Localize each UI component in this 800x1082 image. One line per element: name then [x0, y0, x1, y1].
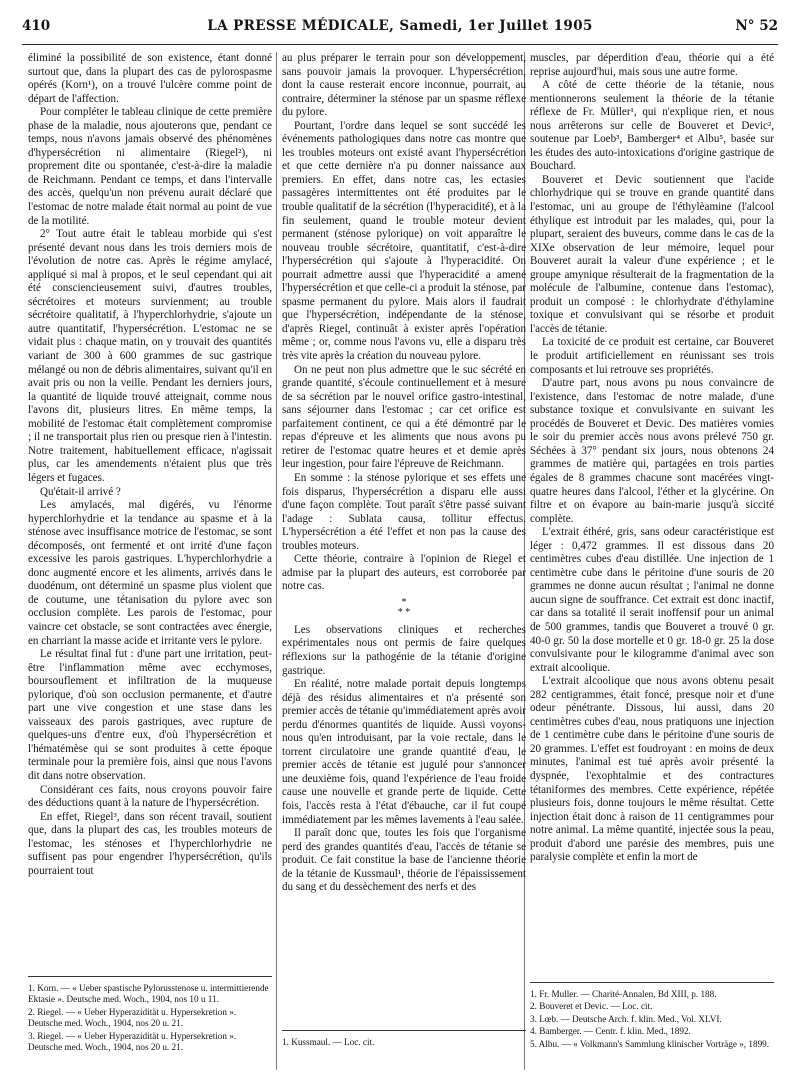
footnote-rule [530, 982, 774, 983]
paragraph: Le résultat final fut : d'une part une irritation, peut-être l'inflammation même avec ecchymoses, boursouflement et infiltration de la muqueuse pylorique, d'où son occlusion permanente, et d'autre part une vive congestion et une stase dans les vaisseaux des parois gastriques, avec rupture de quelques-uns d'entre eux, d'où l'hypersécrétion et l'hématémèse qui se sont produites à cette époque terminale pour la première fois, ainsi que nous l'avons dit dans notre observation. [28, 648, 272, 782]
paragraph: Les amylacés, mal digérés, vu l'énorme hyperchlorhydrie et la tendance au spasme et à la sténose avec insuffisance motrice de l'estomac, se sont décomposés, ont fermenté et ont irrité d'une façon excessive les parois gastriques. L'hyperchlorhydrie a donc augmenté encore et les aliments, arrivés dans le duodénum, ont déterminé un spasme plus violent que de coutume, une tétanisation du pylore avec son occlusion complète. Les parois de l'estomac, pour vaincre cet obstacle, se sont contractées avec énergie, en charriant la masse acide et irritante vers le pylore. [28, 499, 272, 647]
footnote: 5. Albu. — « Volkmann's Sammlung klinischer Vorträge », 1899. [530, 1038, 770, 1049]
section-separator-stars [282, 598, 526, 618]
paragraph: Bouveret et Devic soutiennent que l'acide chlorhydrique qui se trouve en grande quantité dans l'estomac, uni au groupe de l'éthylèamine (l'alcool éthylique est introduit par les malades, qui, pour la plupart, seraient des buveurs, comme dans le cas de la XIXe observation de leur mémoire, lequel pour Bouveret aurait la valeur d'une expérience ; et le groupe amynique résulterait de la fragmentation de la molécule de l'albumine, contenue dans l'estomac), produit un composé : le chlorhydrate d'éthylamine toxique et convulsivant qui se résorbe et produit l'accès de tétanie. [530, 173, 774, 335]
paragraph: D'autre part, nous avons pu nous convaincre de l'existence, dans l'estomac de notre malade, d'une substance toxique et convulsivante en suivant les procédés de Bouveret et Devic. Des matières vomies le soir du premier accès nous avons prélevé 750 gr. Séchées à 37° pendant six jours, nous obtenons 24 grammes de matière qui, partagées en trois parties égales de 8 grammes chacune sont macérées vingt-quatre heures dans l'alcool, l'éther et la glycérine. On filtre et on évapore au bain-marie jusqu'à siccité complète. [530, 377, 774, 525]
footnote: 2. Riegel. — « Ueber Hyperazidität u. Hypersekretion ». Deutsche med. Woch., 1904, nos 20 u. 21. [28, 1006, 237, 1029]
column-separator [276, 52, 277, 1070]
paragraph: 2° Tout autre était le tableau morbide qui s'est présenté devant nous dans les trois derniers mois de l'évolution de notre cas. Après le régime amylacé, appliqué si mal à propos, et le seul cependant qui ait été consciencieusement suivi, d'autres troubles, sécrétoires et moteurs survienment; au trouble sécrétoire qualitatif, à l'hyperchlorhydrie, s'ajoute un autre quantitatif, l'hypersécrétion. L'estomac ne se vidait plus : chaque matin, on y trouvait des quantités variant de 300 à 600 grammes de suc gastrique mélangé ou non de débris alimentaires, suivant qu'il en avait pris ou non la veille. Pendant les derniers jours, la quantité de liquide trouvé atteignait, comme nous l'avons dit, plusieurs litres. En même temps, la mobilité de l'estomac était complètement compromise ; il ne transportait plus rien ou presque rien à l'intestin. Notre traitement, habituellement efficace, n'agissait plus, car les amendements n'étaient plus que très légers et fugaces. [28, 228, 272, 484]
paragraph: La toxicité de ce produit est certaine, car Bouveret le produit artificiellement en réunissant ses trois composants et lui retrouve ses propriétés. [530, 336, 774, 376]
footnotes-column-3 [530, 982, 774, 1051]
paragraph: A côté de cette théorie de la tétanie, nous mentionnerons seulement la théorie de la tétanie réflexe de Fr. Müller¹, qui n'explique rien, et nous nous arrêterons sur celle de Bouveret et Devic², soutenue par Loeb³, Bamberger⁴ et Albu⁵, basée sur les études des auto-intoxications d'origine gastrique de Bouchard. [530, 79, 774, 173]
paragraph: Les observations cliniques et recherches expérimentales nous ont permis de faire quelques réflexions sur la pathogénie de la tétanie d'origine gastrique. [282, 623, 526, 677]
footnotes-column-1 [28, 976, 272, 1054]
paragraph: Pour compléter le tableau clinique de cette première phase de la maladie, nous ajouterons que, pendant ce temps, nous n'avons jamais observé des phénomènes d'hypersécrétion ni alimentaire (Riegel²), ni proprement dite ou spontanée, c'est-à-dire la maladie de Reichmann. Pendant ce temps, et dans l'intervalle des accès, quelqu'un non prévenu aurait déclaré que l'estomac de notre malade était normal au point de vue de la motilité. [28, 106, 272, 227]
star-line: * * [397, 606, 411, 618]
text-column-1 [28, 52, 272, 878]
paragraph: Considérant ces faits, nous croyons pouvoir faire des déductions quant à la nature de l'hypersécrétion. [28, 783, 272, 810]
paragraph: On ne peut non plus admettre que le suc sécrété en grande quantité, s'écoule continuellement et à mesure de sa sécrétion par le nouvel orifice gastro-intestinal, sans séjourner dans l'estomac ; car cet orifice est parfaitement continent, ce qui a été démontré par le repas d'épreuve et les aliments que nous avons pu retirer de l'estomac quatre heures et et demie après leur ingestion, pour faire l'épreuve de Reichmann. [282, 363, 526, 471]
paragraph: muscles, par déperdition d'eau, théorie qui a été reprise aujourd'hui, mais sous une autre forme. [530, 52, 774, 78]
paragraph: En somme : la sténose pylorique et ses effets une fois disparus, l'hypersécrétion a disparu elle aussi d'une façon complète. Tout paraît s'être passé suivant l'adage : Sublata causa, tollitur effectus. L'hypersécrétion a été l'effet et non pas la cause des troubles moteurs. [282, 471, 526, 552]
issue-number: N° 52 [735, 18, 778, 34]
footnote: 4. Bamberger. — Centr. f. klin. Med., 1892. [530, 1026, 691, 1037]
journal-title: LA PRESSE MÉDICALE, Samedi, 1er Juillet 1905 [207, 18, 593, 34]
paragraph: L'extrait alcoolique que nous avons obtenu pesait 282 centigrammes, était foncé, presque noir et d'une odeur pénétrante. Dissous, lui aussi, dans 20 centimètres cubes d'eau, nous pratiquons une injection de 1 centimètre cube dans le péritoine d'une souris de 20 grammes. L'effet est foudroyant : en moins de deux minutes, l'animal est tué après avoir présenté la dyspnée, l'exophtalmie et des contractures tétaniformes des membres. Cette expérience, répétée plusieurs fois, donne toujours le même résultat. Cette injection était donc à raison de 11 centigrammes pour notre animal. La même quantité, injectée sous la peau, produit d'abord une parésie des membres, puis une paralysie complète et enfin la mort de [530, 675, 774, 864]
paragraph: éliminé la possibilité de son existence, étant donné surtout que, dans la plupart des cas de pylorospasme opérés (Korn¹), on a trouvé l'ulcère comme point de départ de l'affection. [28, 52, 272, 105]
paragraph: Qu'était-il arrivé ? [40, 485, 121, 498]
paragraph: Cette théorie, contraire à l'opinion de Riegel et admise par la plupart des auteurs, est corroborée par notre cas. [282, 553, 526, 593]
footnote: 2. Bouveret et Devic. — Loc. cit. [530, 1001, 653, 1012]
paragraph: au plus préparer le terrain pour son développement, sans pouvoir jamais la provoquer. L'hypersécrétion, dont la cause resterait encore inconnue, pourrait, au contraire, déterminer la sténose par un spasme réflexe du pylore. [282, 52, 526, 119]
footnote-rule [28, 976, 272, 977]
paragraph: En réalité, notre malade portait depuis longtemps déjà des résidus alimentaires et n'a présenté son premier accès de tétanie qu'immédiatement après avoir perdu d'énormes quantités de liquide. Aussi voyons-nous qu'en introduisant, par la voie rectale, dans le torrent circulatoire une grande quantité d'eau, le premier accès de tétanie est jugulé pour s'annoncer une deuxième fois, quand l'expérience de l'eau froide cause une nouvelle et grande perte de liquide. Cette fois, l'accès resta à l'état d'ébauche, car il fut coupé immédiatement par les mêmes lavements à l'eau salée. [282, 678, 526, 826]
paragraph: Pourtant, l'ordre dans lequel se sont succédé les événements pathologiques dans notre cas montre que les troubles moteurs ont existé avant l'hypersécrétion et que cette dernière n'a pu donner naissance aux premiers. En effet, dans notre cas, les ectasies passagères intermittentes ont été produites par le trouble qualitatif de la sécrétion (l'hyperacidité), et à la fin seulement, quand le trouble moteur devient permanent (sténose pylorique) on voit apparaître le nouveau trouble sécrétoire, quantitatif, c'est-à-dire l'hypersécrétion qui s'ajoute à l'hyperacidité. On pourrait admettre aussi que l'hyperacidité a amené l'hypersécrétion et que celle-ci a produit la sténose, par spasme permanent du pylore. Mais alors il faudrait que l'hypersécrétion, indépendante de la sténose, d'après Riegel, continuât à exister après l'opération même ; or, comme nous l'avons vu, elle a disparu très très vite après la création du nouveau pylore. [282, 119, 526, 363]
page-header [22, 16, 778, 42]
footnote: 3. Riegel. — « Ueber Hyperazidität u. Hypersekretion ». Deutsche med. Woch., 1904, nos 20 u. 21. [28, 1030, 237, 1053]
text-column-2 [282, 52, 526, 895]
footnotes-column-2 [282, 1030, 526, 1049]
star-line: * [401, 596, 407, 608]
footnote: 1. Korn. — « Ueber spastische Pylorusstenose u. intermittierende Ektasie ». Deutsche med. Woch., 1904, nos 10 u 11. [28, 983, 269, 1005]
header-rule [22, 44, 778, 45]
paragraph: Il paraît donc que, toutes les fois que l'organisme perd des grandes quantités d'eau, l'accès de tétanie se produit. Ce fait constitue la base de l'ancienne théorie de la tétanie de Kussmaul¹, théorie de l'épaississement du sang et du dessèchement des nerfs et des [282, 827, 526, 894]
text-column-3 [530, 52, 774, 865]
footnote-rule [282, 1030, 526, 1031]
footnote: 3. Lœb. — Deutsche Arch. f. klin. Med., Vol. XLVI. [530, 1013, 722, 1024]
paragraph: L'extrait éthéré, gris, sans odeur caractéristique est léger : 0,472 grammes. Il est dissous dans 20 centimètres cubes d'eau distillée. Une injection de 1 centimètre cube dans le péritoine d'une souris de 20 grammes ne donne aucun résultat ; l'animal ne donne aucun signe de souffrance. Cet extrait est donc inactif, car dans sa totalité il serait inoffensif pour un animal de 500 grammes, tandis que Bouveret a trouvé 0 gr. 40-0 gr. 50 la dose mortelle et 0 gr. 18-0 gr. 25 la dose convulsivante pour le kilogramme d'animal avec son extrait alcoolique. [530, 526, 774, 674]
footnote: 1. Fr. Muller. — Charité-Annalen, Bd XIII, p. 188. [530, 989, 717, 999]
page-number: 410 [22, 18, 51, 34]
paragraph: En effet, Riegel³, dans son récent travail, soutient que, dans la plupart des cas, les troubles moteurs de l'estomac, les sténoses et l'hyperchlorhydrie ne suffisent pas pour engendrer l'hypersécrétion, qu'ils pourraient tout [28, 810, 272, 877]
footnote: 1. Kussmaul. — Loc. cit. [282, 1037, 375, 1047]
